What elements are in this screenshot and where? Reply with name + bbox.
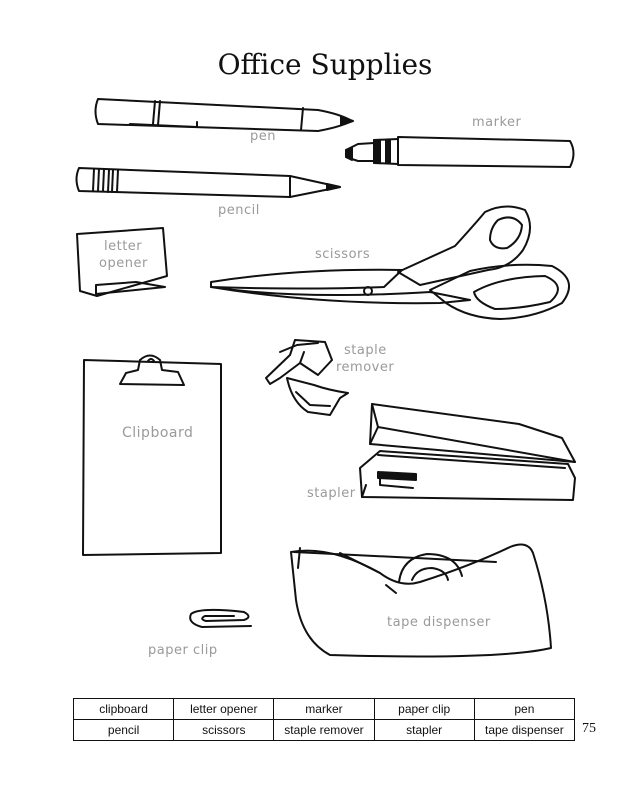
letter-opener-label-line1: letter [104, 239, 143, 254]
word-bank-row [74, 699, 575, 720]
word-bank-cell: letter opener [174, 699, 274, 720]
scissors-label: scissors [315, 247, 371, 262]
word-bank-cell: paper clip [374, 699, 474, 720]
word-bank-cell: stapler [374, 720, 474, 741]
word-bank-table [73, 698, 575, 741]
pencil-label: pencil [218, 203, 260, 218]
stapler-label: stapler [307, 486, 356, 501]
word-bank-cell: pencil [74, 720, 174, 741]
page-number: 75 [582, 721, 596, 736]
word-bank-cell: clipboard [74, 699, 174, 720]
staple-remover-label-line1: staple [344, 343, 387, 358]
word-bank-cell: staple remover [274, 720, 374, 741]
stapler-drawing [360, 404, 575, 500]
pen-drawing [96, 99, 354, 131]
marker-label: marker [472, 115, 522, 130]
word-bank-cell: scissors [174, 720, 274, 741]
tape-dispenser-label: tape dispenser [387, 615, 491, 630]
clipboard-label: Clipboard [122, 425, 194, 441]
tape-dispenser-drawing [291, 545, 551, 657]
word-bank-row [74, 720, 575, 741]
pen-label: pen [250, 129, 276, 144]
page-title: Office Supplies [217, 48, 433, 81]
word-bank-cell: pen [474, 699, 574, 720]
letter-opener-label-line2: opener [99, 256, 148, 271]
pencil-drawing [77, 168, 341, 197]
staple-remover-label-line2: remover [336, 360, 395, 375]
paper-clip-drawing [190, 610, 251, 627]
marker-drawing [346, 137, 574, 167]
clipboard-drawing [83, 356, 221, 556]
word-bank-cell: tape dispenser [474, 720, 574, 741]
staple-remover-drawing [266, 340, 348, 415]
word-bank-cell: marker [274, 699, 374, 720]
paper-clip-label: paper clip [148, 643, 218, 658]
scissors-drawing [211, 206, 569, 319]
